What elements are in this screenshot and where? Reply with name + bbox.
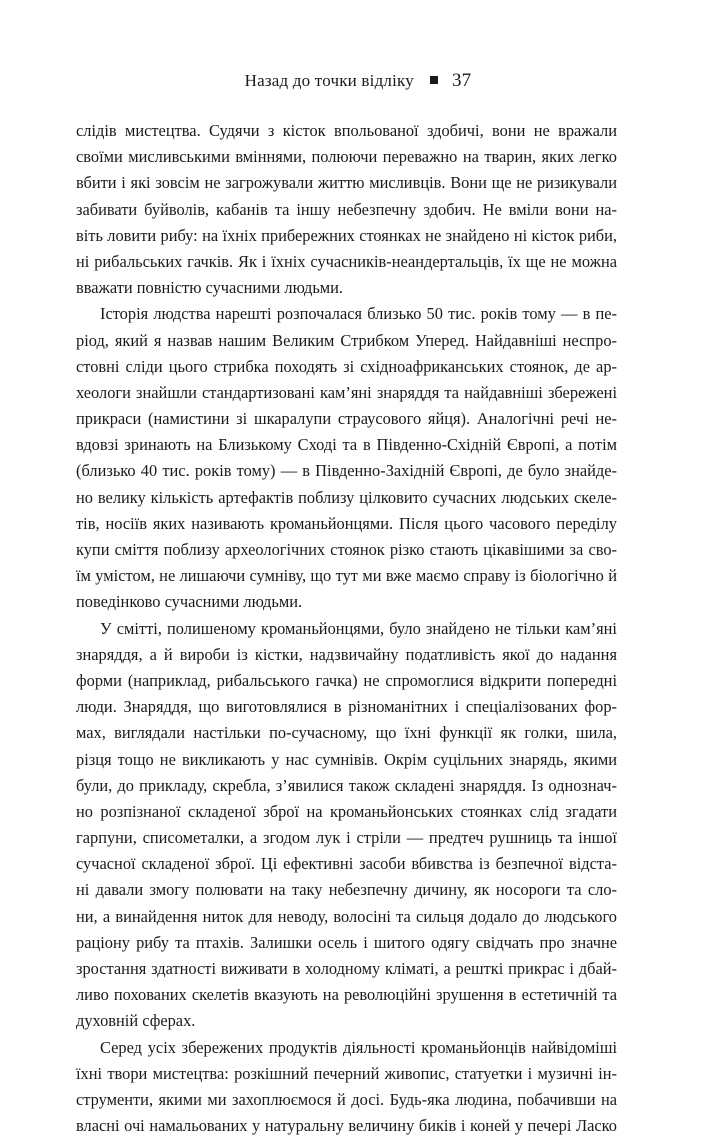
text-line: хеологи знайшли стандартизовані кам’яні знаряддя та найдавніші збережені	[76, 382, 617, 402]
text-line: різця тощо не викликають у нас сумнівів. Окрім суцільних знарядь, якими	[76, 749, 617, 769]
text-line: раціону рибу та птахів. Залишки осель і шитого одягу свідчать про значне	[76, 932, 617, 952]
text-line: сучасної складеної зброї. Ці ефективні засоби вбивства із безпечної відста-	[76, 854, 617, 874]
text-line: поведінково сучасними людьми.	[76, 592, 303, 612]
text-line: Історія людства нарешті розпочалася близько 50 тис. років тому — в пе-	[100, 304, 617, 324]
running-head-title: Назад до точки відліку	[244, 71, 414, 90]
text-line: духовній сферах.	[76, 1011, 196, 1031]
text-line: забивати буйволів, кабанів та іншу небезпечну здобич. Не вміли вони на-	[76, 199, 617, 219]
text-line: ні рибальських гачків. Як і їхніх сучасників-неандертальців, їх ще не можна	[76, 251, 617, 271]
text-line: вбити і які зовсім не загрожували життю мисливців. Вони ще не ризикували	[76, 173, 617, 193]
text-line: їм умістом, не лишаючи сумніву, що тут ми вже маємо справу із біологічно й	[76, 566, 617, 586]
text-line: ні давали змогу полювати на таку небезпечну дичину, як носороги та сло-	[76, 880, 617, 900]
text-line: форми (наприклад, рибальського гачка) не спромоглися відкрити попередні	[76, 670, 617, 690]
text-line: вважати повністю сучасними людьми.	[76, 278, 344, 298]
text-line: зростання здатності виживати в холодному кліматі, а решткі прикрас і дбай-	[76, 959, 617, 978]
text-line: (близько 40 тис. років тому) — в Південно-Західній Європі, де було знайде-	[76, 461, 617, 481]
text-line: струменти, якими ми захоплюємося й досі. Будь-яка людина, побачивши на	[76, 1089, 617, 1109]
text-line: люди. Знаряддя, що виготовлялися в різноманітних і спеціалізованих фор-	[76, 697, 617, 717]
text-line: гарпуни, списометалки, а згодом лук і стріли — предтеч рушниць та іншої	[76, 828, 617, 848]
text-line: своїми мисливськими вміннями, полюючи переважно на тварин, яких легко	[76, 147, 617, 167]
body-text	[76, 118, 617, 1139]
text-line: власні очі намальованих у натуральну величину биків і коней у печері Ласко	[76, 1116, 617, 1136]
square-bullet-icon	[430, 76, 438, 84]
text-line: купи сміття поблизу археологічних стоянок різко стають цікавішими за сво-	[76, 540, 617, 559]
text-line: Серед усіх збережених продуктів діяльності кроманьйонців найвідоміші	[100, 1037, 617, 1057]
text-line: слідів мистецтва. Судячи з кісток впольованої здобичі, вони не вражали	[76, 121, 617, 140]
text-line: стовні сліди цього стрибка походять зі східноафриканських стоянок, де ар-	[76, 356, 617, 376]
text-line: ріод, який я назвав нашим Великим Стрибком Уперед. Найдавніші неспро-	[76, 330, 617, 350]
paragraph	[76, 301, 617, 615]
text-line: тів, носіїв яких називають кроманьйонцями. Після цього часового переділу	[76, 513, 617, 533]
text-line: ни, а винайдення ниток для неводу, волосіні та сильця додало до людського	[76, 906, 617, 926]
paragraph	[76, 616, 617, 1035]
text-line: мах, виглядали настільки по-сучасному, що їхні функції як голки, шила,	[76, 723, 617, 743]
text-line: віть ловити рибу: на їхніх прибережних стоянках не знайдено ні кісток риби,	[76, 225, 617, 245]
page-number: 37	[451, 70, 472, 91]
text-line: знаряддя, а й вироби із кістки, надзвичайну податливість якої до надання	[76, 644, 617, 664]
text-line: прикраси (намистини зі шкаралупи страусового яйця). Аналогічні речі не-	[76, 409, 617, 429]
text-line: но розпізнаної складеної зброї на кроманьйонських стоянках слід згадати	[76, 801, 617, 821]
text-line: но велику кількість артефактів поблизу цілковито сучасних людських скеле-	[76, 487, 617, 507]
text-line: ливо похованих скелетів вказують на революційні зрушення в естетичній та	[76, 985, 617, 1005]
running-head	[0, 68, 716, 94]
text-line: їхні твори мистецтва: розкішний печерний живопис, статуетки і музичні ін-	[76, 1063, 617, 1083]
paragraph	[76, 118, 617, 301]
paragraph	[76, 1035, 617, 1139]
text-line: У смітті, полишеному кроманьйонцями, було знайдено не тільки кам’яні	[100, 618, 617, 638]
text-line: були, до прикладу, скребла, з’явилися також складені знаряддя. Із однознач-	[76, 775, 617, 795]
text-line: вдовзі зринають на Близькому Сході та в Південно-Східній Європі, а потім	[76, 435, 617, 455]
